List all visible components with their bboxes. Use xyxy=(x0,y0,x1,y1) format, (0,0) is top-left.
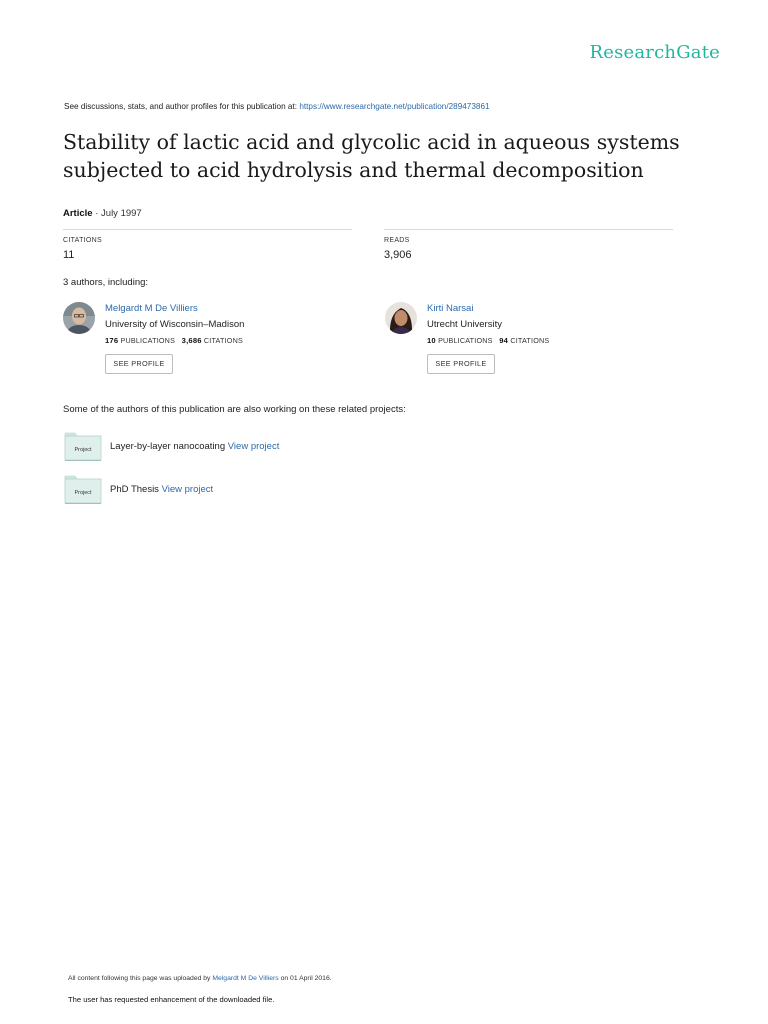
reads-label: READS xyxy=(384,237,410,244)
uploader-link[interactable]: Melgardt M De Villiers xyxy=(212,975,279,982)
publications-count: 10 xyxy=(427,336,436,345)
author-photo-icon xyxy=(63,302,95,334)
author-institution: University of Wisconsin–Madison xyxy=(105,319,245,330)
see-discussions-text: See discussions, stats, and author profiles for this publication at: xyxy=(64,102,298,111)
citations-count: 3,686 xyxy=(181,336,202,345)
upload-suffix: on 01 April 2016. xyxy=(280,975,332,982)
publication-title: Stability of lactic acid and glycolic acid in aqueous systems subjected to acid hydrolysis and thermal decomposition xyxy=(63,130,680,182)
project-folder-icon[interactable] xyxy=(64,475,102,505)
author-avatar[interactable] xyxy=(63,302,95,334)
reads-value: 3,906 xyxy=(384,249,412,261)
citations-label: CITATIONS xyxy=(203,336,243,345)
view-project-link[interactable]: View project xyxy=(227,441,280,452)
publications-label: PUBLICATIONS xyxy=(120,336,176,345)
meta-separator: · xyxy=(92,208,102,219)
see-profile-button[interactable]: SEE PROFILE xyxy=(427,354,495,374)
researchgate-logo[interactable]: ResearchGate xyxy=(589,42,720,63)
publications-label: PUBLICATIONS xyxy=(438,336,493,345)
project-icon-label: Project xyxy=(74,447,92,453)
publication-type: Article xyxy=(63,208,93,219)
related-projects-heading: Some of the authors of this publication are also working on these related projects: xyxy=(63,404,406,415)
author-stats xyxy=(105,336,243,345)
reads-divider xyxy=(384,229,673,230)
publication-url-link[interactable]: https://www.researchgate.net/publication/289473861 xyxy=(299,102,490,111)
project-row xyxy=(110,441,279,452)
author-name-link[interactable]: Kirti Narsai xyxy=(427,303,474,314)
author-stats xyxy=(427,336,549,345)
enhancement-note: The user has requested enhancement of the downloaded file. xyxy=(68,995,275,1004)
project-folder-icon[interactable] xyxy=(64,432,102,462)
upload-note xyxy=(68,975,332,982)
citations-count: 94 xyxy=(499,336,509,345)
author-avatar[interactable] xyxy=(385,302,417,334)
citations-label: CITATIONS xyxy=(63,237,102,244)
publications-count: 176 xyxy=(105,336,119,345)
project-name: Layer-by-layer nanocoating xyxy=(110,441,226,452)
author-institution: Utrecht University xyxy=(427,319,502,330)
author-name-link[interactable]: Melgardt M De Villiers xyxy=(105,303,198,314)
project-name: PhD Thesis xyxy=(110,484,159,495)
author-photo-icon xyxy=(385,302,417,334)
upload-prefix: All content following this page was uploaded by xyxy=(68,975,211,982)
authors-heading: 3 authors, including: xyxy=(63,277,149,288)
citations-divider xyxy=(63,229,352,230)
citations-value: 11 xyxy=(63,249,75,261)
publication-date: July 1997 xyxy=(101,208,142,219)
project-row xyxy=(110,484,213,495)
citations-label: CITATIONS xyxy=(510,336,550,345)
see-profile-button[interactable]: SEE PROFILE xyxy=(105,354,173,374)
see-discussions-line xyxy=(64,102,490,111)
view-project-link[interactable]: View project xyxy=(161,484,214,495)
publication-meta xyxy=(63,208,142,219)
project-icon-label: Project xyxy=(74,490,92,496)
